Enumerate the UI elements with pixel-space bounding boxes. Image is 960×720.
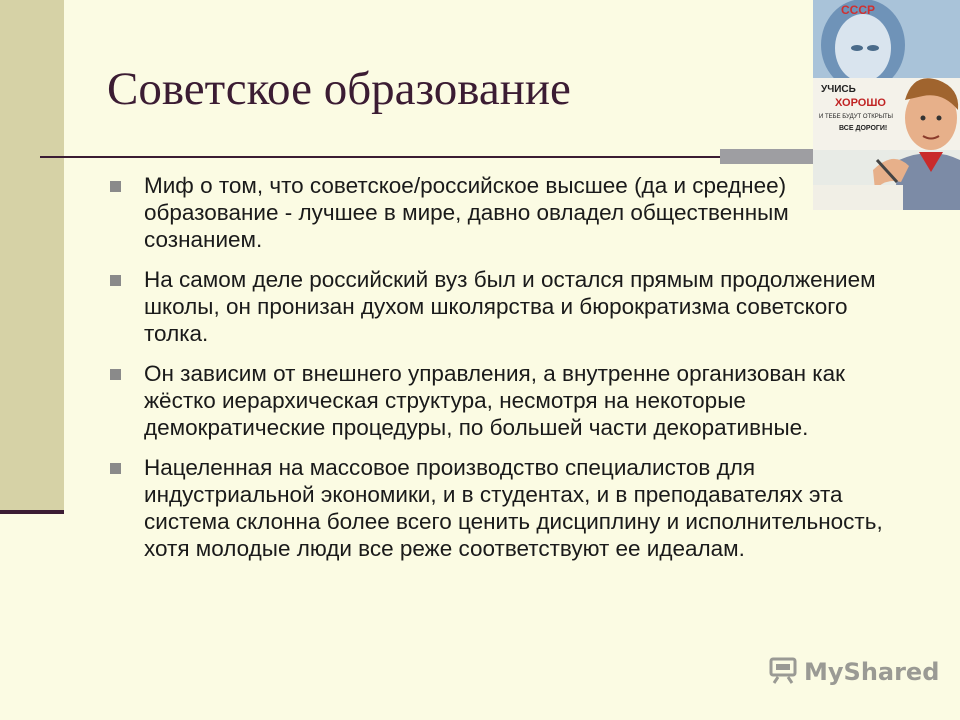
bullet-text: Миф о том, что советское/российское высшее (да и среднее) образование - лучшее в мире, давно овладел общественным сознанием. [144,173,789,252]
poster-top-text: СССР [841,3,876,17]
poster-slogan-1: УЧИСЬ [821,84,856,95]
left-decor-bar [0,0,64,510]
bullet-text: На самом деле российский вуз был и остался прямым продолжением школы, он пронизан духом школярства и бюрократизма советского толка. [144,267,876,346]
poster-slogan-2: ХОРОШО [835,97,886,109]
bullet-square-icon [110,181,121,192]
title-divider [40,156,835,158]
slide-title: Советское образование [107,63,571,115]
bullet-item [110,266,900,347]
bullet-item [110,360,900,441]
bullet-square-icon [110,369,121,380]
watermark-text: MyShared [804,658,940,686]
myshared-watermark [768,656,939,688]
bullet-square-icon [110,463,121,474]
bullet-item [110,454,900,562]
poster-slogan-4: ВСЕ ДОРОГИ! [839,125,888,132]
bullet-item [110,172,900,253]
bullet-square-icon [110,275,121,286]
left-decor-line [0,510,64,514]
presentation-icon [768,655,798,690]
bullet-text: Он зависим от внешнего управления, а внутренне организован как жёстко иерархическая структура, несмотря на некоторые демократические процедуры, по большей части декоративные. [144,361,845,440]
bullet-list [110,172,900,575]
poster-slogan-3: И ТЕБЕ БУДУТ ОТКРЫТЫ [819,114,893,120]
bullet-text: Нацеленная на массовое производство специалистов для индустриальной экономики, и в студентах, и в преподавателях эта система склонна более всего ценить дисциплину и исполнительность, хотя молодые люди все реже соответствуют ее идеалам. [144,455,883,561]
